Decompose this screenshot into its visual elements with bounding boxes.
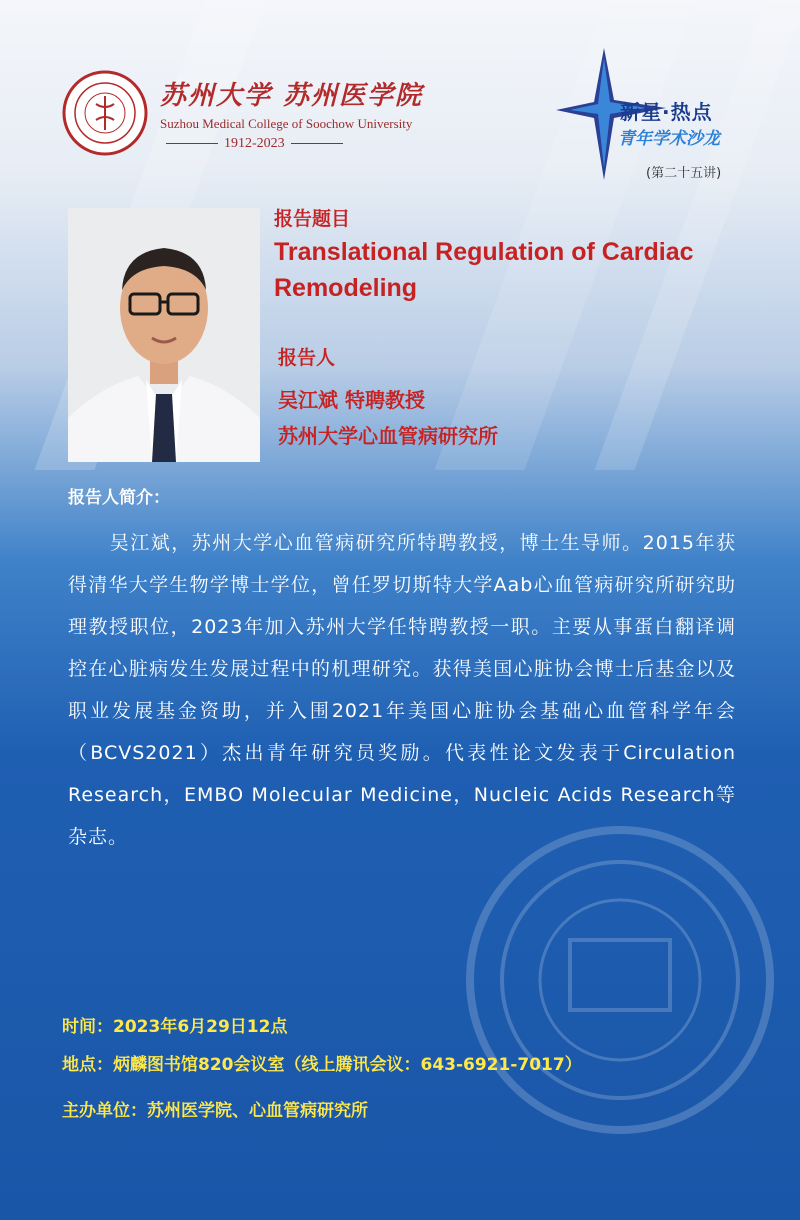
event-time: 时间：2023年6月29日12点 <box>62 1017 288 1037</box>
divider <box>291 143 343 144</box>
salon-title: 新星·热点 <box>620 100 713 124</box>
intro-paragraph: 吴江斌，苏州大学心血管病研究所特聘教授，博士生导师。2015年获得清华大学生物学博士学位，曾任罗切斯特大学Aab心血管病研究所研究助理教授职位，2023年加入苏州大学任特聘教授一职。主要从事蛋白翻译调控在心脏病发生发展过程中的机理研究。获得美国心脏协会博士后基金以及职业发展基金资助，并入围2021年美国心脏协会基础心血管科学年会（BCVS2021）杰出青年研究员奖励。代表性论文发表于Circulation Research，EMBO Molecular Medicine，Nucleic Acids Research等杂志。 <box>68 532 736 848</box>
speaker-name: 吴江斌 特聘教授 <box>278 388 425 412</box>
divider <box>166 143 218 144</box>
report-title: Translational Regulation of Cardiac Remodeling <box>274 238 694 302</box>
university-seal-watermark <box>460 820 780 1140</box>
salon-subtitle: 青年学术沙龙 <box>618 129 720 149</box>
speaker-intro <box>68 522 736 858</box>
report-title-label: 报告题目 <box>274 208 351 230</box>
speaker-label: 报告人 <box>278 347 336 369</box>
school-emblem-icon <box>62 70 148 156</box>
lecture-number: (第二十五讲) <box>646 166 722 181</box>
speaker-institute: 苏州大学心血管病研究所 <box>278 424 498 448</box>
school-name-cn: 苏州大学 苏州医学院 <box>160 80 424 111</box>
speaker-photo <box>68 208 260 462</box>
event-location: 地点：炳麟图书馆820会议室（线上腾讯会议：643-6921-7017） <box>62 1055 582 1075</box>
school-years: 1912-2023 <box>224 135 285 151</box>
intro-label: 报告人简介： <box>68 488 170 508</box>
event-organizer: 主办单位：苏州医学院、心血管病研究所 <box>62 1101 368 1121</box>
school-logo-block <box>62 70 423 156</box>
school-name-en: Suzhou Medical College of Soochow University <box>160 115 413 131</box>
